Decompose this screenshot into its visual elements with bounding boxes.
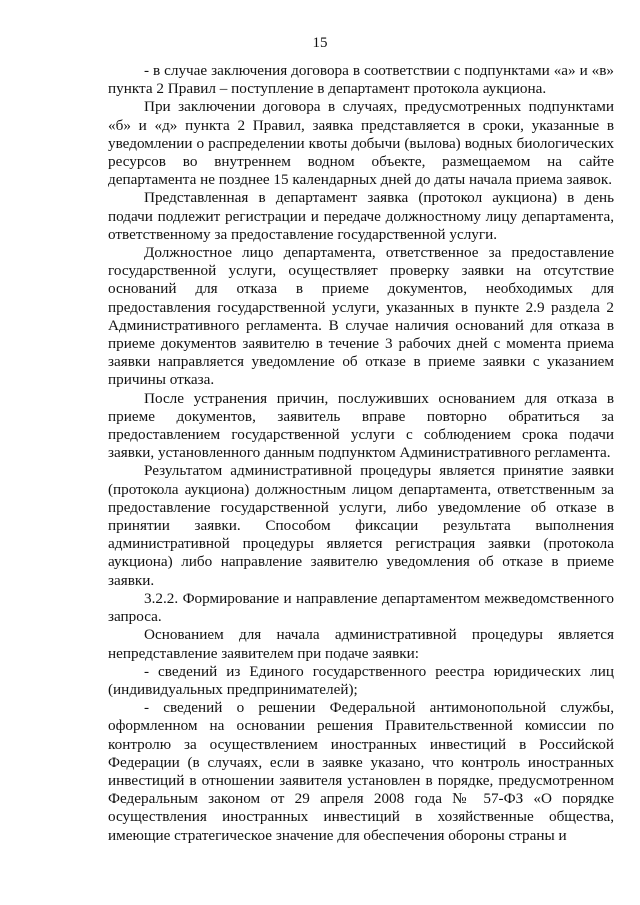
paragraph-procedure-basis: Основанием для начала административной процедуры является непредставление заявителем при подаче заявки:: [108, 626, 614, 662]
document-body: [108, 62, 614, 845]
page-number: 15: [312, 35, 328, 51]
paragraph-procedure-result: Результатом административной процедуры является принятие заявки (протокола аукциона) должностным лицом департамента, ответственным за предоставление государственной услуги, либо уведомление об отказе в принятии заявки. Способом фиксации результата выполнения административной процедуры является регистрация заявки (протокола аукциона) либо направление заявителю уведомления об отказе в приеме заявки.: [108, 462, 614, 589]
list-item-fas-decision: - сведений о решении Федеральной антимонопольной службы, оформленном на основании решения Правительственной комиссии по контролю за осуществлением иностранных инвестиций в Российской Федерации (в случаях, если в заявке указано, что контроль иностранных инвестиций в отношении заявителя установлен в порядке, предусмотренном Федеральным законом от 29 апреля 2008 года № 57-ФЗ «О порядке осуществления иностранных инвестиций в хозяйственные общества, имеющие стратегическое значение для обеспечения обороны страны и: [108, 699, 614, 844]
paragraph-auction-protocol: - в случае заключения договора в соответствии с подпунктами «а» и «в» пункта 2 Правил – поступление в департамент протокола аукциона.: [108, 62, 614, 98]
paragraph-application-terms: При заключении договора в случаях, предусмотренных подпунктами «б» и «д» пункта 2 Правил, заявка представляется в сроки, указанные в уведомлении о распределении квоты добычи (вылова) водных биологических ресурсов во внутреннем водном объекте, размещаемом на сайте департамента не позднее 15 календарных дней до даты начала приема заявок.: [108, 98, 614, 189]
paragraph-verification: Должностное лицо департамента, ответственное за предоставление государственной услуги, осуществляет проверку заявки на отсутствие оснований для отказа в приеме документов, необходимых для предоставления государственной услуги, указанных в пункте 2.9 раздела 2 Административного регламента. В случае наличия оснований для отказа в приеме документов заявителю в течение 3 рабочих дней с момента приема заявки направляется уведомление об отказе в приеме заявки с указанием причины отказа.: [108, 244, 614, 389]
section-heading-3-2-2: 3.2.2. Формирование и направление департаментом межведомственного запроса.: [108, 589, 614, 626]
paragraph-resubmission: После устранения причин, послуживших основанием для отказа в приеме документов, заявитель вправе повторно обратиться за предоставлением государственной услуги с соблюдением срока подачи заявки, установленного данным подпунктом Административного регламента.: [108, 389, 614, 462]
list-item-egrul: - сведений из Единого государственного реестра юридических лиц (индивидуальных предпринимателей);: [108, 662, 614, 698]
paragraph-registration: Представленная в департамент заявка (протокол аукциона) в день подачи подлежит регистрации и передаче должностному лицу департамента, ответственному за предоставление государственной услуги.: [108, 189, 614, 243]
